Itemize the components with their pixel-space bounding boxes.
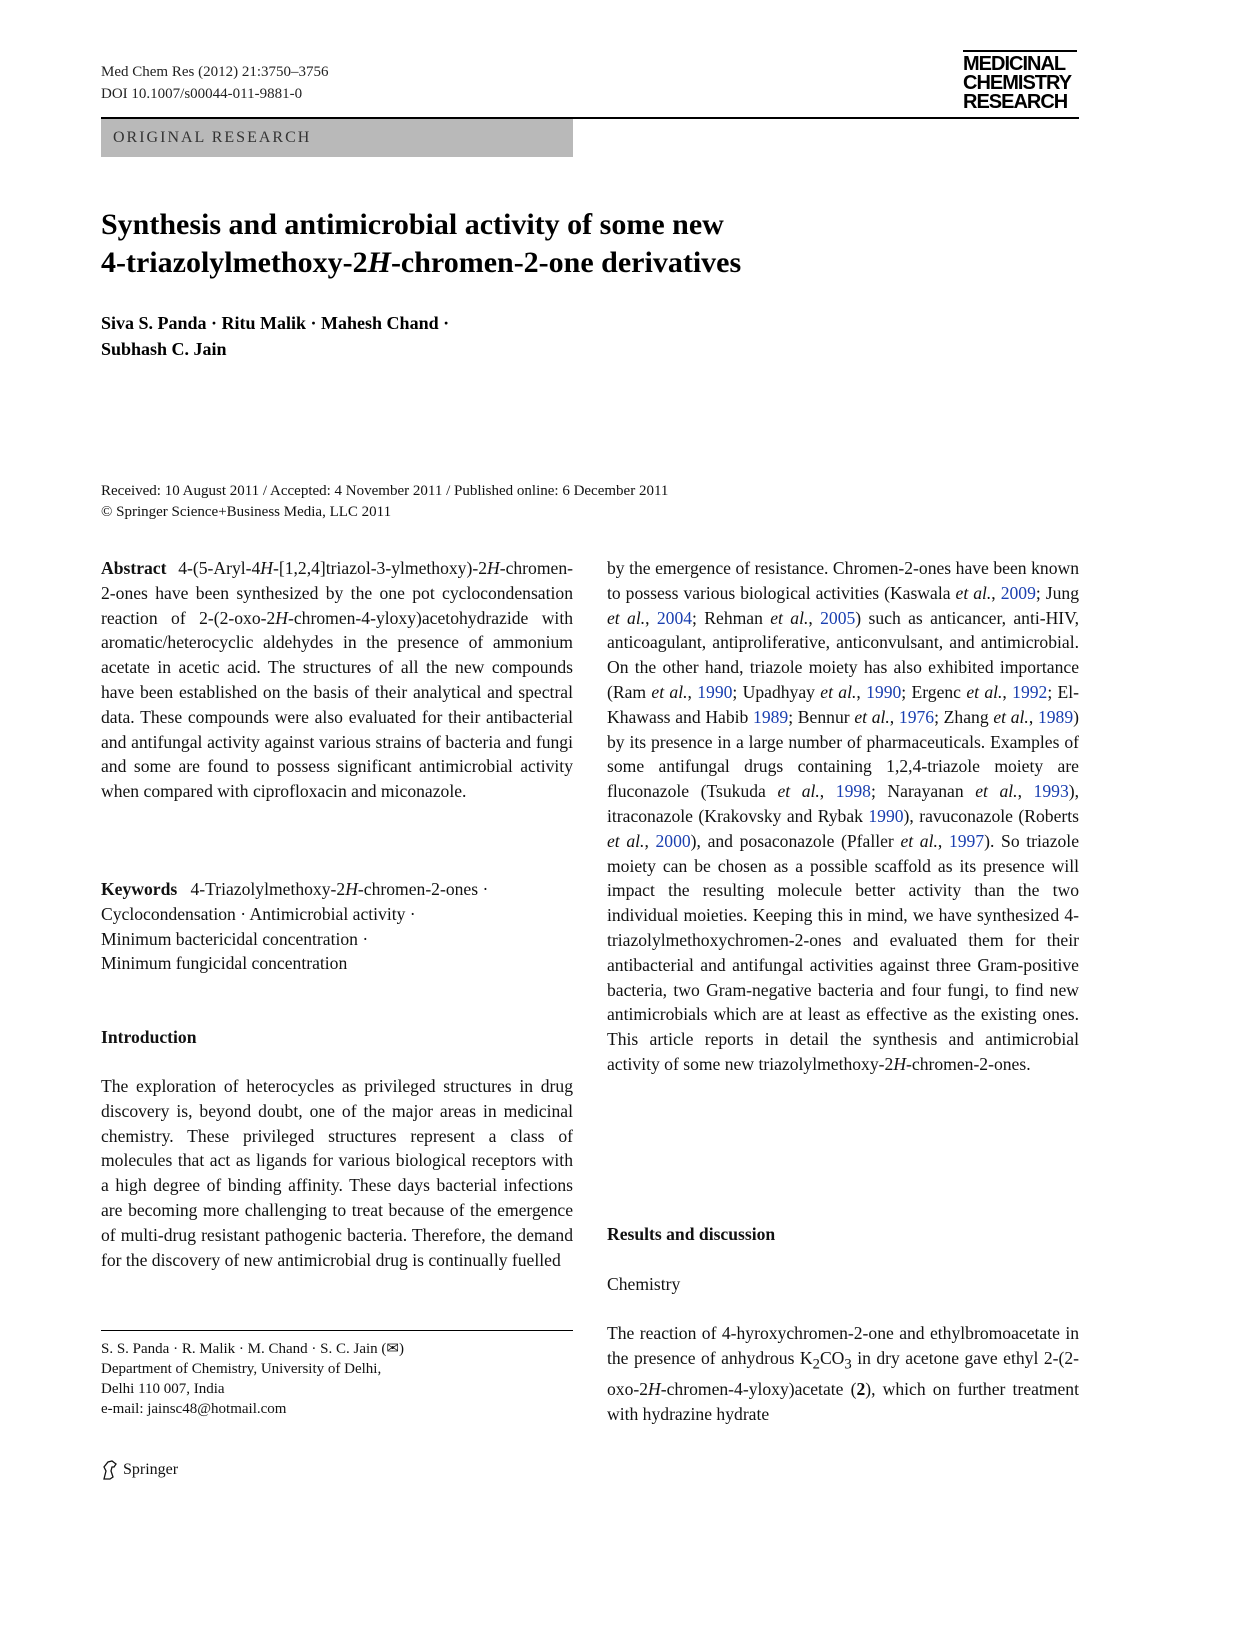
ref-link[interactable]: 2005 [820, 607, 856, 628]
affiliation-city: Delhi 110 007, India [101, 1381, 225, 1397]
ref-link[interactable]: 2000 [655, 830, 691, 851]
et-al: et al. [900, 830, 938, 851]
keyword-line-3: Minimum bactericidal concentration · [101, 928, 369, 949]
body-text: ; Jung [1035, 582, 1079, 603]
body-text: ), itraconazole (Krakovsky and Rybak [607, 781, 1079, 826]
italic-h: H [893, 1053, 907, 1074]
body-text: ), and posaconazole (Pfaller [690, 830, 901, 851]
chemistry-paragraph [607, 1321, 1079, 1427]
journal-line: Med Chem Res (2012) 21:3750–3756 [101, 64, 329, 80]
doi-line: DOI 10.1007/s00044-011-9881-0 [101, 86, 303, 102]
body-text: ), ravuconazole (Roberts [903, 805, 1079, 826]
et-al: et al. [820, 681, 857, 702]
ref-link[interactable]: 1998 [835, 781, 871, 802]
keywords-block [101, 877, 573, 976]
body-text: by the emergence of resistance. Chromen-2-ones have been known to possess various biological activities (Kaswala [607, 558, 1079, 603]
ref-link[interactable]: 1992 [1012, 681, 1048, 702]
ref-link[interactable]: 2009 [1000, 582, 1036, 603]
title-line-2 [101, 244, 1081, 282]
et-al: et al. [607, 607, 646, 628]
affiliation-footnote [101, 1339, 404, 1419]
chemistry-subheading: Chemistry [607, 1274, 681, 1294]
ref-link[interactable]: 1990 [866, 681, 902, 702]
ref-link[interactable]: 1989 [753, 706, 789, 727]
results-heading: Results and discussion [607, 1224, 776, 1244]
affiliation-names: S. S. Panda · R. Malik · M. Chand · S. C. Jain (✉) [101, 1341, 404, 1357]
logo-line-2: CHEMISTRY [963, 72, 1072, 94]
affiliation-email[interactable]: e-mail: jainsc48@hotmail.com [101, 1401, 287, 1417]
body-text: ) by its presence in a large number of pharmaceuticals. Examples of some antifungal drugs containing 1,2,4-triazole moiety are fluconazole (Tsukuda [607, 706, 1079, 802]
abstract-label: Abstract [101, 558, 167, 578]
ref-link[interactable]: 1993 [1033, 781, 1069, 802]
ref-link[interactable]: 1990 [868, 805, 904, 826]
abstract-text: -chromen-2-ones have been synthesized by the one pot cyclocondensation reaction of 2-(2-oxo-2 [101, 558, 573, 628]
title-line-1: Synthesis and antimicrobial activity of some new [101, 208, 724, 241]
et-al: et al. [993, 706, 1029, 727]
abstract-text: 4-(5-Aryl-4 [178, 558, 261, 578]
title-text: 4-triazolylmethoxy-2 [101, 246, 368, 279]
body-text: ), which on further treatment with hydrazine hydrate [607, 1379, 1079, 1424]
keyword-line-2: Cyclocondensation · Antimicrobial activity · [101, 903, 416, 924]
ref-link[interactable]: 2004 [656, 607, 693, 628]
et-al: et al. [854, 706, 890, 727]
author-list [101, 310, 449, 362]
publication-dates [101, 481, 668, 523]
keyword-text: 4-Triazolylmethoxy-2 [190, 879, 346, 899]
body-text: ; Zhang [934, 706, 994, 727]
abstract-block [101, 556, 573, 804]
abstract-text: -chromen-4-yloxy)acetohydrazide with aromatic/heterocyclic aldehydes in the presence of ammonium acetate in acetic acid. The structures of all the new compounds have been established on the basis of their analytical and spectral data. These compounds were also evaluated for their antibacterial and antifungal activity against various strains of bacteria and fungi and some are found to possess significant antimicrobial activity when compared with ciprofloxacin and miconazole. [101, 607, 574, 802]
journal-citation [101, 61, 328, 105]
subscript: 2 [812, 1356, 820, 1373]
ref-link[interactable]: 1976 [898, 706, 935, 727]
et-al: et al. [955, 582, 992, 603]
et-al: et al. [975, 781, 1018, 802]
springer-horse-icon [101, 1459, 119, 1481]
article-type-banner: ORIGINAL RESEARCH [101, 119, 573, 157]
publisher-name: Springer [123, 1461, 179, 1478]
body-text: ; Upadhyay [732, 681, 821, 702]
logo-line-1: MEDICINAL [963, 53, 1066, 75]
introduction-paragraph [101, 1074, 573, 1272]
abstract-text: -[1,2,4]triazol-3-ylmethoxy)-2 [273, 558, 487, 578]
et-al: et al. [770, 607, 809, 628]
body-text: -chromen-2-ones. [906, 1053, 1031, 1074]
body-text: -chromen-4-yloxy)acetate ( [660, 1379, 857, 1400]
body-text: ; Bennur [788, 706, 855, 727]
copyright-line: © Springer Science+Business Media, LLC 2011 [101, 504, 392, 520]
logo-rule [963, 50, 1077, 52]
body-text: ). So triazole moiety can be chosen as a possible scaffold as its presence will impact the resulting molecule better activity than the two individual moieties. Keeping this in mind, we have synthesized 4-triazolylmethoxychromen-2-ones and evaluated them for their antibacterial and antifungal activities against three Gram-positive bacteria, two Gram-negative bacteria and four fungi, to find new antimicrobials which are at least as effective as the existing ones. This article reports in detail the synthesis and antimicrobial activity of some new triazolylmethoxy-2 [607, 830, 1080, 1074]
journal-logo [963, 55, 1071, 112]
article-title [101, 206, 1081, 282]
keyword-italic: H [345, 879, 358, 899]
et-al: et al. [966, 681, 1003, 702]
keywords-label: Keywords [101, 879, 178, 899]
affiliation-dept: Department of Chemistry, University of Delhi, [101, 1361, 382, 1377]
title-text: -chromen-2-one derivatives [390, 246, 742, 279]
abstract-italic: H [275, 607, 289, 628]
body-text: ; Ergenc [901, 681, 967, 702]
et-al: et al. [777, 781, 820, 802]
keyword-text: -chromen-2-ones · [357, 879, 489, 899]
footnote-rule [101, 1330, 573, 1331]
et-al: et al. [651, 681, 688, 702]
authors-line-2: Subhash C. Jain [101, 339, 227, 359]
publisher-footer [101, 1459, 178, 1481]
right-column-intro: by the emergence of resistance. Chromen-2-ones have been known to possess various biological activities (Kaswala et al., 2009; Jung et al., 2004; Rehman et al., 2005) such as anticancer, anti-HIV, anticoagulant, antiproliferative, anticonvulsant, and antimicrobial. On the other hand, triazole moiety has also exhibited importance (Ram et al., 1990; Upadhyay et al., 1990; Ergenc et al., 1992; El-Khawass and Habib 1989; Bennur et al., 1976; Zhang et al., 1989) by its presence in a large number of pharmaceuticals. Examples of some antifungal drugs containing 1,2,4-triazole moiety are fluconazole (Tsukuda et al., 1998; Narayanan et al., 1993), itraconazole (Krakovsky and Rybak 1990), ravuconazole (Roberts et al., 2000), and posaconazole (Pfaller et al., 1997). So triazole moiety can be chosen as a possible scaffold as its presence will impact the resulting molecule better activity than the two individual moieties. Keeping this in mind, we have synthesized 4-triazolylmethoxychromen-2-ones and evaluated them for their antibacterial and antifungal activities against three Gram-positive bacteria, two Gram-negative bacteria and four fungi, to find new antimicrobials which are at least as effective as the existing ones. This article reports in detail the synthesis and antimicrobial activity of some new triazolylmethoxy-2H-chromen-2-ones. [607, 558, 1080, 1074]
body-text: ; El-Khawass and Habib [607, 681, 1080, 727]
ref-link[interactable]: 1990 [697, 681, 733, 702]
abstract-italic: H [260, 558, 273, 578]
ref-link[interactable]: 1989 [1037, 706, 1074, 727]
body-text: in dry acetone gave ethyl 2-(2-oxo-2 [607, 1347, 1080, 1400]
introduction-text: The exploration of heterocycles as privileged structures in drug discovery is, beyond doubt, one of the major areas in medicinal chemistry. These privileged structures represent a class of molecules that act as ligands for various biological receptors with a high degree of binding affinity. These days bacterial infections are becoming more challenging to treat because of the emergence of multi-drug resistant pathogenic bacteria. Therefore, the demand for the discovery of new antimicrobial drug is continually fuelled [101, 1076, 573, 1270]
keyword-line-4: Minimum fungicidal concentration [101, 953, 348, 974]
body-text: ; Narayanan [870, 781, 976, 802]
dates-line: Received: 10 August 2011 / Accepted: 4 November 2011 / Published online: 6 December 2011 [101, 483, 669, 499]
subscript: 3 [844, 1356, 852, 1373]
et-al: et al. [607, 830, 645, 851]
ref-link[interactable]: 1997 [948, 830, 985, 851]
title-italic: H [367, 246, 391, 279]
logo-line-3: RESEARCH [963, 91, 1068, 113]
body-text: CO [819, 1347, 845, 1368]
authors-line-1: Siva S. Panda · Ritu Malik · Mahesh Chand · [101, 313, 450, 333]
body-text: ) such as anticancer, anti-HIV, anticoagulant, antiproliferative, anticonvulsant, and antimicrobial. On the other hand, triazole moiety has also exhibited importance (Ram [607, 607, 1080, 702]
abstract-italic: H [487, 558, 500, 578]
italic-h: H [648, 1379, 661, 1400]
body-text: The reaction of 4-hyroxychromen-2-one and ethylbromoacetate in the presence of anhydrous K [607, 1323, 1079, 1368]
body-text: ; Rehman [692, 607, 771, 628]
introduction-heading: Introduction [101, 1027, 197, 1047]
compound-number: 2 [856, 1379, 866, 1400]
